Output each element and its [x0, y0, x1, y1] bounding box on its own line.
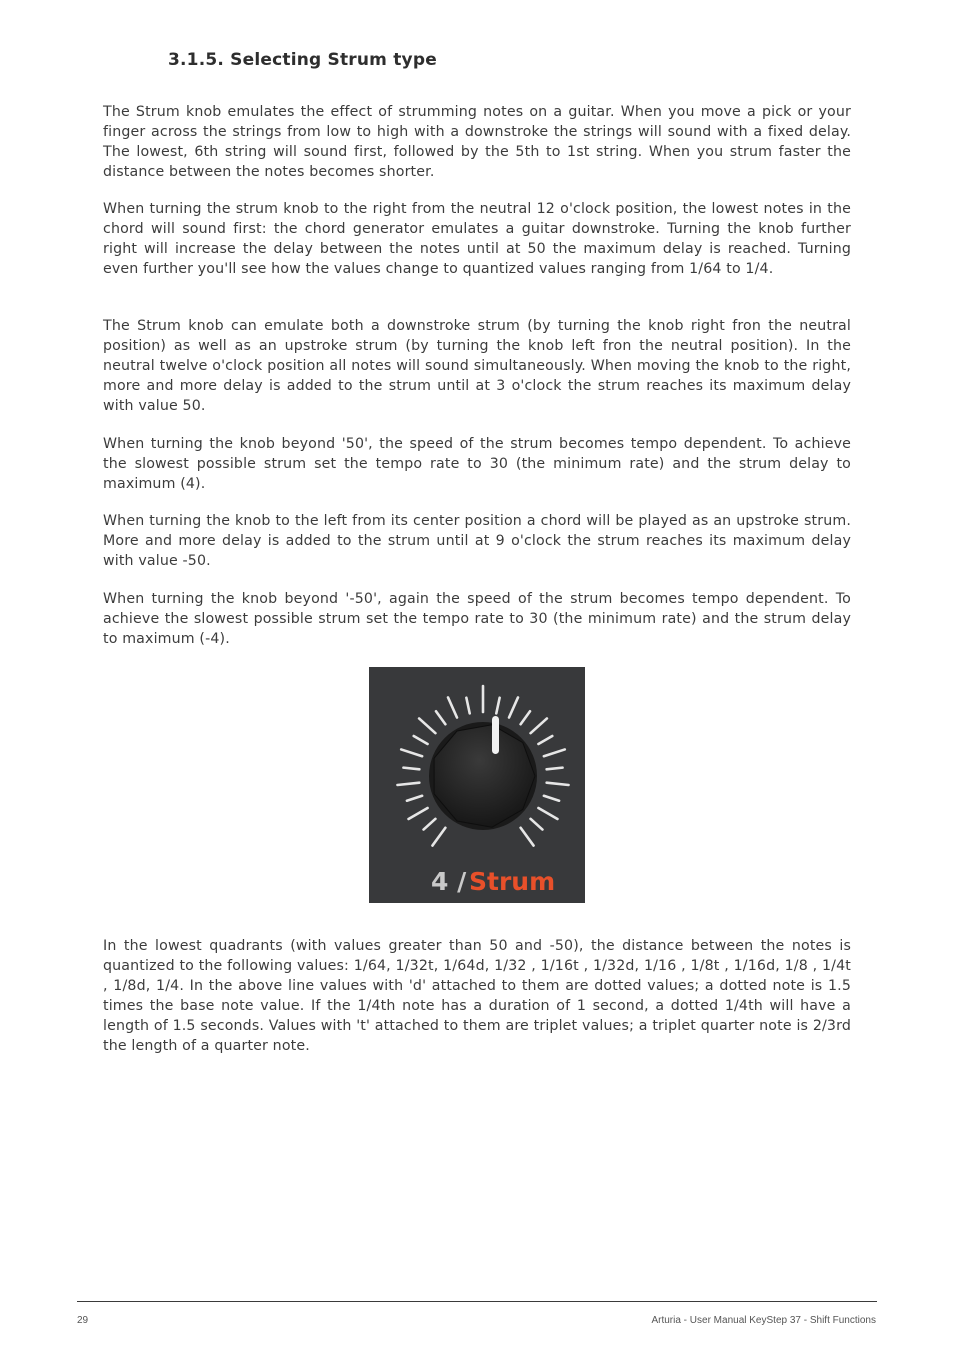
knob-tick: [544, 796, 559, 801]
knob-tick: [521, 828, 534, 846]
knob-tick: [414, 736, 428, 744]
knob-tick: [407, 796, 422, 801]
footer-divider: [77, 1301, 877, 1302]
paragraph-quantized-values: In the lowest quadrants (with values greater than 50 and -50), the distance between the notes is quantized to the following values: 1/64, 1/32t, 1/64d, 1/32 , 1/16t , 1/32d, 1/16 , 1/8t , 1/16d, 1/8 , 1/4t , 1/8d, 1/4. In the above line values with 'd' attached to them are dotted values; a dotted note is 1.5 times the base note value. If the 1/4th note has a duration of 1 second, a dotted 1/4th will have a length of 1.5 seconds. Values with 't' attached to them are triplet values; a triplet quarter note is 2/3rd the length of a quarter note.: [103, 938, 851, 1054]
strum-knob-illustration: [369, 667, 585, 903]
paragraph-beyond-minus-50: When turning the knob beyond '-50', again the speed of the strum becomes tempo dependent. To achieve the slowest possible strum set the tempo rate to 30 (the minimum rate) and the strum delay to maximum (-4).: [103, 591, 851, 647]
page-number: 29: [77, 1315, 89, 1326]
knob-tick: [397, 783, 419, 785]
paragraph-left-turn: When turning the knob to the left from its center position a chord will be played as an upstroke strum. More and more delay is added to the strum until at 9 o'clock the strum reaches its maximum delay with value -50.: [103, 513, 851, 569]
knob-tick: [521, 711, 530, 724]
strum-knob-figure: [369, 667, 585, 903]
knob-tick: [538, 736, 552, 744]
knob-tick: [424, 819, 436, 830]
paragraph-down-up-stroke: The Strum knob can emulate both a downstroke strum (by turning the knob right fron the neutral position) as well as an upstroke strum (by turning the knob left fron the neutral position). In the neutral twelve o'clock position all notes will sound simultaneously. When moving the knob to the right, more and more delay is added to the strum until at 3 o'clock the strum reaches its maximum delay with value 50.: [103, 318, 851, 414]
knob-tick: [419, 718, 435, 733]
paragraph-right-turn: When turning the strum knob to the right from the neutral 12 o'clock position, the lowest notes in the chord will sound first: the chord generator emulates a guitar downstroke. Turning the knob further right will increase the delay between the notes until at 50 the maximum delay is reached. Turning even further you'll see how the values change to quantized values ranging from 1/64 to 1/4.: [103, 201, 851, 277]
knob-label-name: Strum: [469, 867, 556, 896]
knob-tick: [547, 768, 563, 770]
paragraph-beyond-50: When turning the knob beyond '50', the speed of the strum becomes tempo dependent. To achieve the slowest possible strum set the tempo rate to 30 (the minimum rate) and the strum delay to maximum (4).: [103, 436, 851, 492]
knob-tick: [496, 698, 499, 714]
knob-tick: [544, 749, 565, 756]
knob-tick: [401, 749, 422, 756]
knob-label-number: 4 /: [431, 867, 467, 896]
knob-tick: [409, 808, 428, 819]
knob-tick: [531, 718, 547, 733]
paragraph-strum-intro: The Strum knob emulates the effect of strumming notes on a guitar. When you move a pick or your finger across the strings from low to high with a downstroke the strings will sound with a fixed delay. The lowest, 6th string will sound first, followed by the 5th to 1st string. When you strum faster the distance between the notes becomes shorter.: [103, 104, 851, 180]
knob-tick: [403, 768, 419, 770]
knob-tick: [448, 697, 457, 717]
knob-tick: [547, 783, 569, 785]
knob-tick: [466, 698, 469, 714]
knob-indicator: [492, 716, 499, 754]
knob-tick: [509, 697, 518, 717]
knob-tick: [538, 808, 557, 819]
knob-tick: [432, 828, 445, 846]
knob-tick: [436, 711, 445, 724]
knob-tick: [531, 819, 543, 830]
section-heading: 3.1.5. Selecting Strum type: [168, 50, 437, 70]
footer-title: Arturia - User Manual KeyStep 37 - Shift Functions: [651, 1315, 876, 1326]
